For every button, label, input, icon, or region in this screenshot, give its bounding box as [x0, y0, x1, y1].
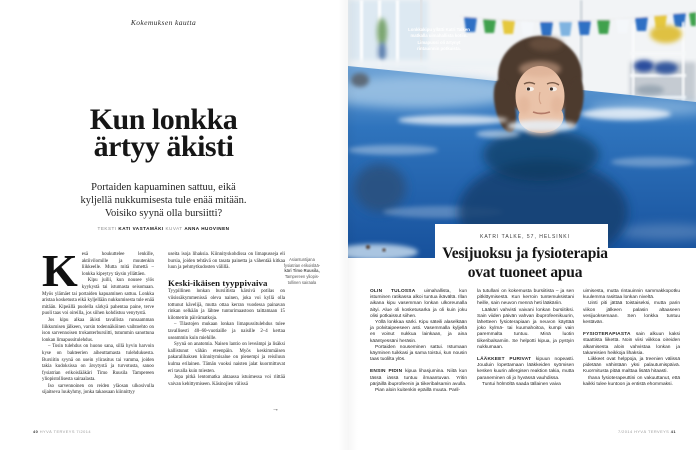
body-paragraph: Iso sarvennoinen on reiden yläosan ulkosivulla sijaitseva luukyhmy, jonka takaosaan kiinnittyy — [42, 383, 154, 396]
story-heading — [370, 245, 680, 282]
byline — [42, 226, 285, 231]
right-page-number: 41 — [670, 429, 676, 434]
byline-text-label: TEKSTI — [97, 226, 117, 231]
left-page-footer — [33, 429, 91, 434]
page-gutter — [338, 0, 358, 450]
standfirst — [42, 181, 285, 220]
right-body-column-3 — [583, 289, 680, 388]
body-paragraph: Ihana fysioterapeuttini on vakuuttanut, että kaikki tulee kuntoon ja entistä ehommaksi. — [583, 375, 680, 387]
right-footer-issue: 7/2014 HYVÄ TERVEYS — [618, 429, 670, 434]
body-paragraph: Yöllä lonkkaa särki. Kipu säteili alaselkään ja polvitaipeeseen asti. Vasemmalla kyljellä en voinut nukkua lainkaan, ja aina kääntyessäni heräsin. — [370, 320, 467, 344]
body-paragraph: esä houkuttelee lenkille, aktiivilomille ja muutenkin liikkeelle. Mutta mitä ihmettä – lonkka kipeytyy täysin yllättäen. — [81, 252, 154, 277]
body-paragraph: Tyypillinen lonkan bursiitista kärsivä potilas on viisissäkymmenissä oleva nainen, joka voi kyllä olla tottunut kävelijä, mutta ottaa kerran vuodessa painavan rinkan selkään ja lähtee tunturimaastoon taittamaan 15 kilometrin päivämatkoja. — [168, 289, 285, 321]
left-body-column-1 — [42, 245, 154, 397]
left-column-2-paragraphs — [168, 289, 285, 388]
body-paragraph: tollinen sairaala — [287, 279, 317, 285]
body-paragraph: Jopa pitkä lentomatka ahtaassa istuimessa voi riittää vaivan kehittymiseen. Käsinojien välissä — [168, 375, 285, 387]
body-paragraph: FYSIOTERAPIASTA sain alkuun kaksi staattista liikettä. Noin viisi viikkoa oireiden alkamisesta aloin vahvistaa lonkan ja takareisien heikkoja lihaksia. — [583, 332, 681, 356]
body-paragraph: OLIN TULOSSA uimahallista, kun istuminen ratikassa alkoi tuntua ikävältä. Illan aikana kipu vasemman lonkan ulkoreunalla äityi. Alue oli kosketusarka ja oli kuin joku olisi potkaissut siihen. — [370, 289, 467, 319]
body-paragraph: LÄÄKKEET PURIVAT kipuun nopeasti. Jouduin lopettamaan lääkkeiden syömisen kesken kuurin allergisen reaktion takia, mutta paraneminen oli jo hyvässä vauhdissa. — [477, 357, 575, 381]
body-paragraph: Lääkäri vahvisti vaivani lonkan bursiitiksi. Sain viiden päivän vahvan ibuprofeenikuurin, lähetteen fysioterapiaan ja neuvon käyttää joko kylmä- tai kuumahoitoa, kumpi vain paremmalta tuntuu. Minä luotin tiikeribalsamiin. Se helpotti kipua, ja pystyin nukkumaan. — [477, 307, 574, 350]
body-paragraph: ENSIN PIDIN kipua lihasjumina. Niitä kun tässä iässä tuntuu ilmaantuvan. Yritin pärjäillä ibuprofeenin ja tiikeribalsamin avulla. — [370, 369, 467, 387]
body-paragraph: Kipu juilii, kun nousee ylös kyykystä tai istumasta seisomaan. Myös ylämäet tai portaiden kapuaminen sattuu. Lonkka aristaa kosketusta eikä kyljellään nukkumisesta tule enää mitään. Kipeällä puolella särkyä pahentaa paine, terve puoli taas voi oireilla, jos siihen kohdistuu venytystä. — [42, 278, 154, 317]
body-paragraph: Pian aloin kuitenkin epäillä muuta. Paril- — [375, 388, 461, 394]
story-heading-line-2: ovat tuoneet apua — [467, 263, 583, 281]
story-heading-line-1: Vesijuoksu ja fysioterapia — [442, 245, 608, 262]
body-paragraph: uimisesta, mutta rintauinnin sammakkopotku kuulemma rasittaa lonkan niveltä. — [583, 289, 680, 301]
body-subheading: Keski-ikäisen tyyppivaiva — [168, 277, 268, 288]
headline-line-1: Kun lonkka — [89, 103, 238, 136]
body-paragraph: Asiantuntijana — [289, 257, 315, 262]
drop-cap: K — [42, 245, 78, 296]
left-column-2-intro — [168, 252, 285, 272]
section-kicker: Kokemuksen kautta — [130, 18, 197, 27]
standfirst-line: Portaiden kapuaminen sattuu, eikä — [91, 182, 236, 193]
body-paragraph: Uinti piti jättää toistaiseksi, mutta parin viikon jälkeen palasin altaaseen vesijuoksemaan. Sen lonkka tuntuu kestävän. — [583, 301, 680, 326]
standfirst-line: Voisiko syynä olla bursiitti? — [104, 208, 223, 219]
right-page-footer — [533, 429, 676, 434]
left-body-column-2 — [168, 252, 285, 388]
person-label: KATRI TALKE, 57, HELSINKI — [479, 234, 571, 240]
body-paragraph: – Tosin tulehdus on huono sana, sillä hyvin harvoin kyse on bakteerien aiheuttamasta tulehduksesta. Bursiitin syynä on usein ylirasitus tai vamma, joiden takia kudoksissa on ärsytystä ja turvotusta, sanoo fysiatrian erikoislääkäri Timo Ruusila Tampereen yliopistollisesta sairaalasta. — [42, 344, 154, 383]
left-footer-issue: HYVÄ TERVEYS 7/2014 — [39, 429, 91, 434]
standfirst-line: kyljellä nukkumisesta tule enää mitään. — [80, 195, 247, 206]
body-paragraph: Portaiden nouseminen sattui. Istumaan käyminen tuikkasi ja sama toistui, kun nousin taas tuolilta ylös. — [370, 344, 467, 363]
body-paragraph: – Tilastojen mukaan lonkan limapussitulehdus tulee tavallisesti 40–60-vuotiaille ja naisille 2–4 kertaa useammin kuin miehille. — [168, 322, 285, 341]
body-paragraph: Liikkeet ovat helppoja, ja treenien välissä pidetään vähintään yksi palautumispäivä. Kuormitusta pitää malttaa lisätä hitaasti. — [583, 357, 680, 375]
right-body-column-2 — [477, 289, 574, 388]
body-paragraph: Syynä on anatomia. Naisen lantio on leveämpi ja lisäksi kallistunut vähän eteenpäin. Myös keskimmäisen pakaralihaksen kiinnitymisalue on pienempi ja reisiluun kulma erilainen. Tämän vuoksi naisten jalat kuormittuvat eri tavalla kuin miesten. — [168, 342, 285, 374]
pool-photo — [348, 0, 696, 258]
body-paragraph: useita isoja lihaksia. Kiinnityskohdissa on limapusseja eli bursia, joiden tehtävä on tasata painetta ja vähentää kitkaa luun ja pehmytkudosten välillä. — [168, 252, 285, 271]
byline-text-author: KATI VASTAMÄKI — [118, 226, 164, 231]
body-paragraph: Tuntui hölmöltä saada tällainen vaiva — [482, 381, 561, 387]
right-body-column-1 — [370, 289, 467, 394]
photo-caption: Lonkkakipu yllätti Katri Talken matkalla uimahallista kotiin. Limapussi oli ärtynyt rintauinnin potkuista. — [408, 27, 470, 51]
byline-photo-author: ANNA HUOVINEN — [184, 226, 230, 231]
body-paragraph: la tutullani on kokemusta bursiitista – ja sen pitkittymisestä. Kun kerroin tuntemuksistani heille, sain neuvon mennä heti lääkäriin. — [477, 289, 574, 307]
headline-line-2: ärtyy äkisti — [93, 130, 234, 163]
byline-photo-label: KUVAT — [165, 226, 183, 231]
continuation-arrow-icon: → — [272, 405, 279, 413]
body-paragraph: fysiatrian erikoislää- — [283, 262, 321, 268]
expert-margin-note — [282, 257, 322, 286]
body-paragraph: Jos kipu alkaa äkisti tavallista runsaamman liikkumisen jälkeen, varsin todennäköinen vaihtoehto on ison sarvennoisen trokanterbursiitti, tutummin sanottuna lonkan limapussitulehdus. — [42, 317, 154, 343]
body-paragraph: käri Timo Ruusila, — [284, 268, 320, 274]
body-paragraph: Tampereen yliopis- — [284, 274, 320, 280]
left-page-number: 40 — [33, 429, 39, 434]
article-headline — [22, 103, 305, 163]
